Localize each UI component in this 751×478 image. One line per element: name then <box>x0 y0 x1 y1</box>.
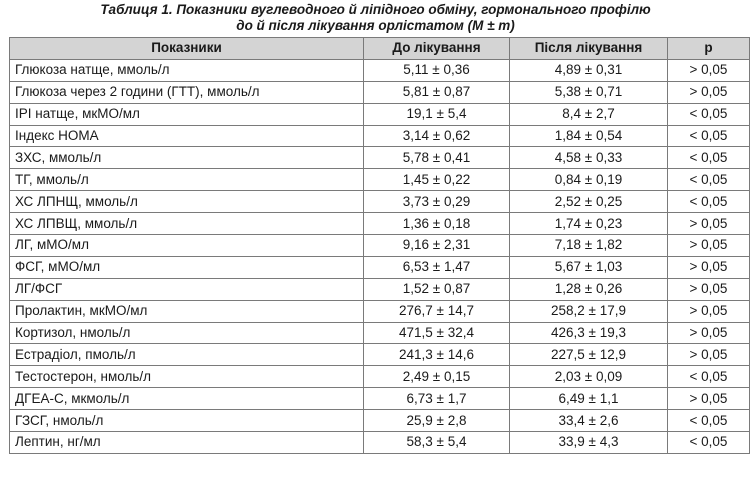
cell-p: > 0,05 <box>668 235 750 257</box>
caption-line-2: до й після лікування орлістатом (M ± m) <box>236 18 515 33</box>
caption-line-1: Таблиця 1. Показники вуглеводного й ліпідного обміну, гормонального профілю <box>100 2 651 17</box>
cell-before: 6,73 ± 1,7 <box>364 388 510 410</box>
cell-p: > 0,05 <box>668 278 750 300</box>
table-row <box>10 169 750 191</box>
cell-indicator: Пролактин, мкМО/мл <box>10 300 364 322</box>
cell-before: 241,3 ± 14,6 <box>364 344 510 366</box>
cell-indicator: ІРІ натще, мкМО/мл <box>10 103 364 125</box>
header-after: Після лікування <box>510 38 668 60</box>
cell-after: 1,84 ± 0,54 <box>510 125 668 147</box>
table-row <box>10 213 750 235</box>
cell-p: > 0,05 <box>668 81 750 103</box>
table-caption <box>0 0 751 34</box>
table-header-row <box>10 38 750 60</box>
cell-p: > 0,05 <box>668 300 750 322</box>
cell-p: < 0,05 <box>668 147 750 169</box>
cell-indicator: ЗХС, ммоль/л <box>10 147 364 169</box>
cell-after: 33,9 ± 4,3 <box>510 432 668 454</box>
cell-indicator: ФСГ, мМО/мл <box>10 256 364 278</box>
cell-indicator: ХС ЛПВЩ, ммоль/л <box>10 213 364 235</box>
table-row <box>10 278 750 300</box>
cell-after: 7,18 ± 1,82 <box>510 235 668 257</box>
cell-after: 1,28 ± 0,26 <box>510 278 668 300</box>
cell-after: 33,4 ± 2,6 <box>510 410 668 432</box>
table-row <box>10 235 750 257</box>
cell-after: 0,84 ± 0,19 <box>510 169 668 191</box>
table-row <box>10 256 750 278</box>
cell-p: < 0,05 <box>668 366 750 388</box>
cell-p: > 0,05 <box>668 256 750 278</box>
table-row <box>10 147 750 169</box>
cell-p: > 0,05 <box>668 344 750 366</box>
table-row <box>10 300 750 322</box>
table-row <box>10 432 750 454</box>
cell-before: 471,5 ± 32,4 <box>364 322 510 344</box>
cell-indicator: Глюкоза натще, ммоль/л <box>10 59 364 81</box>
cell-indicator: Глюкоза через 2 години (ГТТ), ммоль/л <box>10 81 364 103</box>
cell-indicator: ЛГ/ФСГ <box>10 278 364 300</box>
header-before: До лікування <box>364 38 510 60</box>
cell-indicator: ЛГ, мМО/мл <box>10 235 364 257</box>
cell-before: 5,11 ± 0,36 <box>364 59 510 81</box>
table-body <box>10 59 750 453</box>
cell-before: 5,81 ± 0,87 <box>364 81 510 103</box>
results-table <box>9 37 750 454</box>
cell-p: > 0,05 <box>668 388 750 410</box>
cell-p: < 0,05 <box>668 432 750 454</box>
cell-indicator: Тестостерон, нмоль/л <box>10 366 364 388</box>
cell-before: 6,53 ± 1,47 <box>364 256 510 278</box>
cell-p: < 0,05 <box>668 103 750 125</box>
cell-before: 3,14 ± 0,62 <box>364 125 510 147</box>
table-row <box>10 410 750 432</box>
table-row <box>10 388 750 410</box>
table-row <box>10 81 750 103</box>
cell-before: 1,36 ± 0,18 <box>364 213 510 235</box>
cell-before: 9,16 ± 2,31 <box>364 235 510 257</box>
table-row <box>10 344 750 366</box>
cell-before: 5,78 ± 0,41 <box>364 147 510 169</box>
cell-after: 8,4 ± 2,7 <box>510 103 668 125</box>
cell-p: > 0,05 <box>668 322 750 344</box>
cell-p: < 0,05 <box>668 169 750 191</box>
cell-after: 426,3 ± 19,3 <box>510 322 668 344</box>
cell-before: 1,52 ± 0,87 <box>364 278 510 300</box>
table-row <box>10 191 750 213</box>
cell-indicator: ТГ, ммоль/л <box>10 169 364 191</box>
cell-after: 4,89 ± 0,31 <box>510 59 668 81</box>
cell-p: < 0,05 <box>668 125 750 147</box>
cell-indicator: ХС ЛПНЩ, ммоль/л <box>10 191 364 213</box>
cell-before: 25,9 ± 2,8 <box>364 410 510 432</box>
header-p: p <box>668 38 750 60</box>
cell-after: 5,38 ± 0,71 <box>510 81 668 103</box>
cell-after: 4,58 ± 0,33 <box>510 147 668 169</box>
cell-after: 6,49 ± 1,1 <box>510 388 668 410</box>
cell-before: 1,45 ± 0,22 <box>364 169 510 191</box>
cell-after: 1,74 ± 0,23 <box>510 213 668 235</box>
cell-before: 58,3 ± 5,4 <box>364 432 510 454</box>
cell-p: < 0,05 <box>668 410 750 432</box>
cell-after: 5,67 ± 1,03 <box>510 256 668 278</box>
cell-after: 227,5 ± 12,9 <box>510 344 668 366</box>
cell-indicator: ГЗСГ, нмоль/л <box>10 410 364 432</box>
cell-p: < 0,05 <box>668 191 750 213</box>
header-indicator: Показники <box>10 38 364 60</box>
cell-indicator: Естрадіол, пмоль/л <box>10 344 364 366</box>
cell-indicator: Кортизол, нмоль/л <box>10 322 364 344</box>
cell-after: 2,03 ± 0,09 <box>510 366 668 388</box>
cell-before: 276,7 ± 14,7 <box>364 300 510 322</box>
table-row <box>10 366 750 388</box>
cell-before: 19,1 ± 5,4 <box>364 103 510 125</box>
table-row <box>10 103 750 125</box>
cell-before: 2,49 ± 0,15 <box>364 366 510 388</box>
cell-after: 258,2 ± 17,9 <box>510 300 668 322</box>
table-row <box>10 322 750 344</box>
cell-p: > 0,05 <box>668 213 750 235</box>
cell-before: 3,73 ± 0,29 <box>364 191 510 213</box>
table-row <box>10 59 750 81</box>
cell-indicator: Індекс HOMA <box>10 125 364 147</box>
cell-indicator: Лептин, нг/мл <box>10 432 364 454</box>
table-row <box>10 125 750 147</box>
cell-p: > 0,05 <box>668 59 750 81</box>
cell-after: 2,52 ± 0,25 <box>510 191 668 213</box>
cell-indicator: ДГЕА-С, мкмоль/л <box>10 388 364 410</box>
